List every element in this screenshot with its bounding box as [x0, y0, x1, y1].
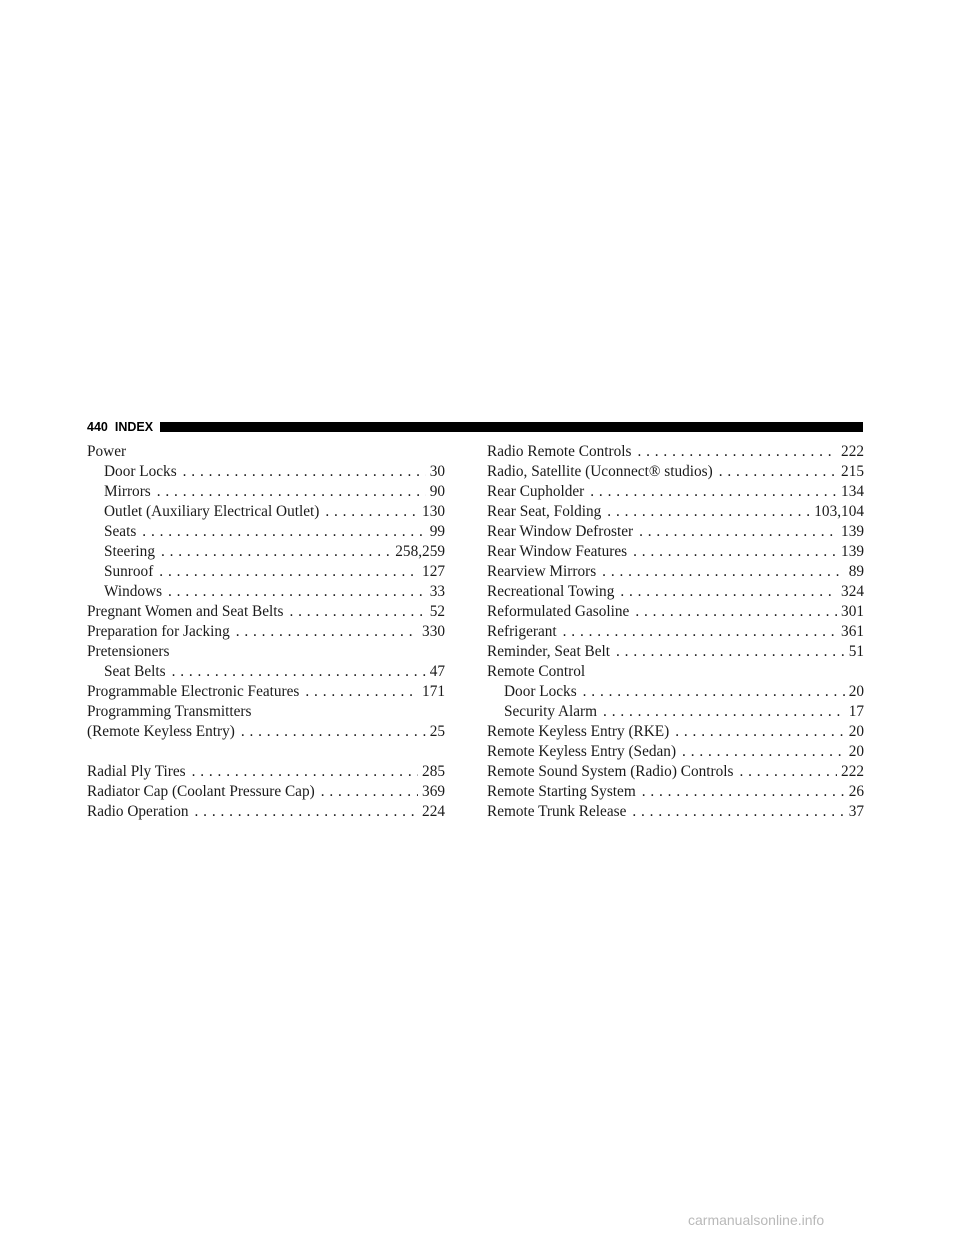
index-entry-page: 222 [841, 443, 864, 460]
index-entry [487, 582, 864, 602]
index-entry-label: Security Alarm [504, 703, 598, 720]
index-entry-label: Remote Sound System (Radio) Controls [487, 763, 734, 780]
index-entry-label: Seat Belts [104, 663, 166, 680]
index-entry-page: 89 [848, 563, 864, 580]
index-entry [487, 722, 864, 742]
dot-leader [563, 622, 837, 642]
page-header [87, 417, 863, 437]
index-entry [87, 782, 445, 802]
index-entry-page: 37 [848, 803, 864, 820]
index-entry-label: Remote Trunk Release [487, 803, 627, 820]
index-entry-label: Power [87, 443, 127, 460]
dot-leader [161, 542, 391, 562]
index-entry [87, 642, 445, 662]
dot-leader [236, 622, 418, 642]
dot-leader [159, 562, 418, 582]
dot-leader [192, 762, 418, 782]
index-entry-page: 26 [848, 783, 864, 800]
index-entry-label: Radiator Cap (Coolant Pressure Cap) [87, 783, 315, 800]
index-entry-label: Pregnant Women and Seat Belts [87, 603, 284, 620]
index-entry-page: 258,259 [395, 543, 445, 560]
index-entry [87, 562, 445, 582]
index-entry [87, 442, 445, 462]
index-entry-label: Door Locks [104, 463, 177, 480]
index-entry-label: Reformulated Gasoline [487, 603, 630, 620]
index-entry-page: 20 [848, 723, 864, 740]
index-entry-page: 103,104 [814, 503, 864, 520]
index-entry-page: 361 [841, 623, 864, 640]
index-entry-page: 99 [429, 523, 445, 540]
index-entry-label: Windows [104, 583, 163, 600]
index-entry [487, 762, 864, 782]
dot-leader [739, 762, 837, 782]
index-entry-label: Pretensioners [87, 643, 170, 660]
index-entry-page: 25 [429, 723, 445, 740]
dot-leader [637, 442, 837, 462]
index-entry [487, 682, 864, 702]
index-entry [487, 782, 864, 802]
dot-leader [675, 722, 844, 742]
index-entry [87, 542, 445, 562]
dot-leader [168, 582, 426, 602]
index-entry [487, 502, 864, 522]
index-entry [87, 582, 445, 602]
index-entry-label: Preparation for Jacking [87, 623, 230, 640]
index-entry [487, 702, 864, 722]
dot-leader [289, 602, 425, 622]
index-entry [487, 642, 864, 662]
index-entry [487, 602, 864, 622]
index-column-left [87, 442, 445, 822]
dot-leader [321, 782, 418, 802]
dot-leader [607, 502, 810, 522]
dot-leader [632, 802, 844, 822]
index-entry-label: Refrigerant [487, 623, 557, 640]
index-entry [487, 522, 864, 542]
dot-leader [602, 562, 845, 582]
dot-leader [590, 482, 837, 502]
dot-leader [603, 702, 845, 722]
index-entry-page: 52 [429, 603, 445, 620]
dot-leader [195, 802, 419, 822]
index-entry-page: 134 [841, 483, 864, 500]
index-entry-page: 324 [841, 583, 864, 600]
index-entry-label: Rear Seat, Folding [487, 503, 602, 520]
section-title: INDEX [114, 420, 154, 434]
index-entry-page: 30 [429, 463, 445, 480]
dot-leader [620, 582, 837, 602]
index-entry-label: Seats [104, 523, 137, 540]
index-spacer [87, 742, 445, 762]
index-entry-label: (Remote Keyless Entry) [87, 723, 235, 740]
index-entry-label: Radio, Satellite (Uconnect® studios) [487, 463, 713, 480]
index-entry-page: 224 [422, 803, 445, 820]
index-entry [87, 762, 445, 782]
index-entry [487, 742, 864, 762]
dot-leader [639, 522, 837, 542]
index-entry [87, 722, 445, 742]
index-entry-page: 17 [848, 703, 864, 720]
index-entry-page: 90 [429, 483, 445, 500]
index-entry [487, 622, 864, 642]
index-entry-label: Radio Remote Controls [487, 443, 632, 460]
index-entry-label: Rear Window Defroster [487, 523, 634, 540]
dot-leader [616, 642, 845, 662]
index-entry-label: Remote Keyless Entry (RKE) [487, 723, 670, 740]
index-entry-page: 330 [422, 623, 445, 640]
index-entry-label: Recreational Towing [487, 583, 615, 600]
index-entry-label: Radial Ply Tires [87, 763, 186, 780]
index-entry [87, 622, 445, 642]
index-column-right [487, 442, 864, 822]
index-entry-label: Remote Control [487, 663, 586, 680]
dot-leader [682, 742, 845, 762]
index-entry-label: Rear Window Features [487, 543, 628, 560]
index-entry [487, 562, 864, 582]
dot-leader [241, 722, 426, 742]
index-entry-label: Programming Transmitters [87, 703, 252, 720]
index-entry-page: 130 [422, 503, 445, 520]
index-entry-label: Mirrors [104, 483, 151, 500]
index-entry-page: 33 [429, 583, 445, 600]
dot-leader [325, 502, 418, 522]
dot-leader [642, 782, 845, 802]
index-entry [87, 682, 445, 702]
index-entry-page: 139 [841, 523, 864, 540]
index-entry-label: Reminder, Seat Belt [487, 643, 611, 660]
index-entry [87, 502, 445, 522]
index-entry-label: Door Locks [504, 683, 577, 700]
header-rule [160, 422, 863, 432]
index-entry-label: Steering [104, 543, 155, 560]
index-entry-label: Rearview Mirrors [487, 563, 597, 580]
index-entry [487, 662, 864, 682]
index-entry-page: 171 [422, 683, 445, 700]
page-number: 440 [87, 420, 108, 434]
index-entry-page: 47 [429, 663, 445, 680]
dot-leader [305, 682, 418, 702]
index-entry-page: 139 [841, 543, 864, 560]
index-entry [487, 802, 864, 822]
index-entry [487, 442, 864, 462]
dot-leader [157, 482, 426, 502]
index-entry [487, 462, 864, 482]
index-entry-label: Radio Operation [87, 803, 189, 820]
index-entry [87, 482, 445, 502]
index-entry-page: 285 [422, 763, 445, 780]
dot-leader [719, 462, 837, 482]
index-entry [87, 462, 445, 482]
index-entry-page: 20 [848, 683, 864, 700]
index-entry [487, 482, 864, 502]
dot-leader [142, 522, 425, 542]
dot-leader [172, 662, 426, 682]
index-entry-label: Programmable Electronic Features [87, 683, 300, 700]
index-entry-page: 222 [841, 763, 864, 780]
index-entry-page: 51 [848, 643, 864, 660]
index-entry-label: Sunroof [104, 563, 154, 580]
index-entry [87, 802, 445, 822]
dot-leader [633, 542, 837, 562]
dot-leader [635, 602, 837, 622]
index-entry-page: 301 [841, 603, 864, 620]
index-entry [87, 702, 445, 722]
index-entry-page: 20 [848, 743, 864, 760]
index-entry-label: Rear Cupholder [487, 483, 585, 500]
index-entry-page: 127 [422, 563, 445, 580]
watermark: carmanualsonline.info [688, 1212, 825, 1228]
index-entry [487, 542, 864, 562]
index-entry [87, 602, 445, 622]
index-entry [87, 662, 445, 682]
index-entry-page: 369 [422, 783, 445, 800]
index-entry-label: Outlet (Auxiliary Electrical Outlet) [104, 503, 320, 520]
dot-leader [183, 462, 426, 482]
index-entry [87, 522, 445, 542]
index-entry-label: Remote Starting System [487, 783, 636, 800]
index-entry-page: 215 [841, 463, 864, 480]
index-entry-label: Remote Keyless Entry (Sedan) [487, 743, 677, 760]
dot-leader [583, 682, 845, 702]
